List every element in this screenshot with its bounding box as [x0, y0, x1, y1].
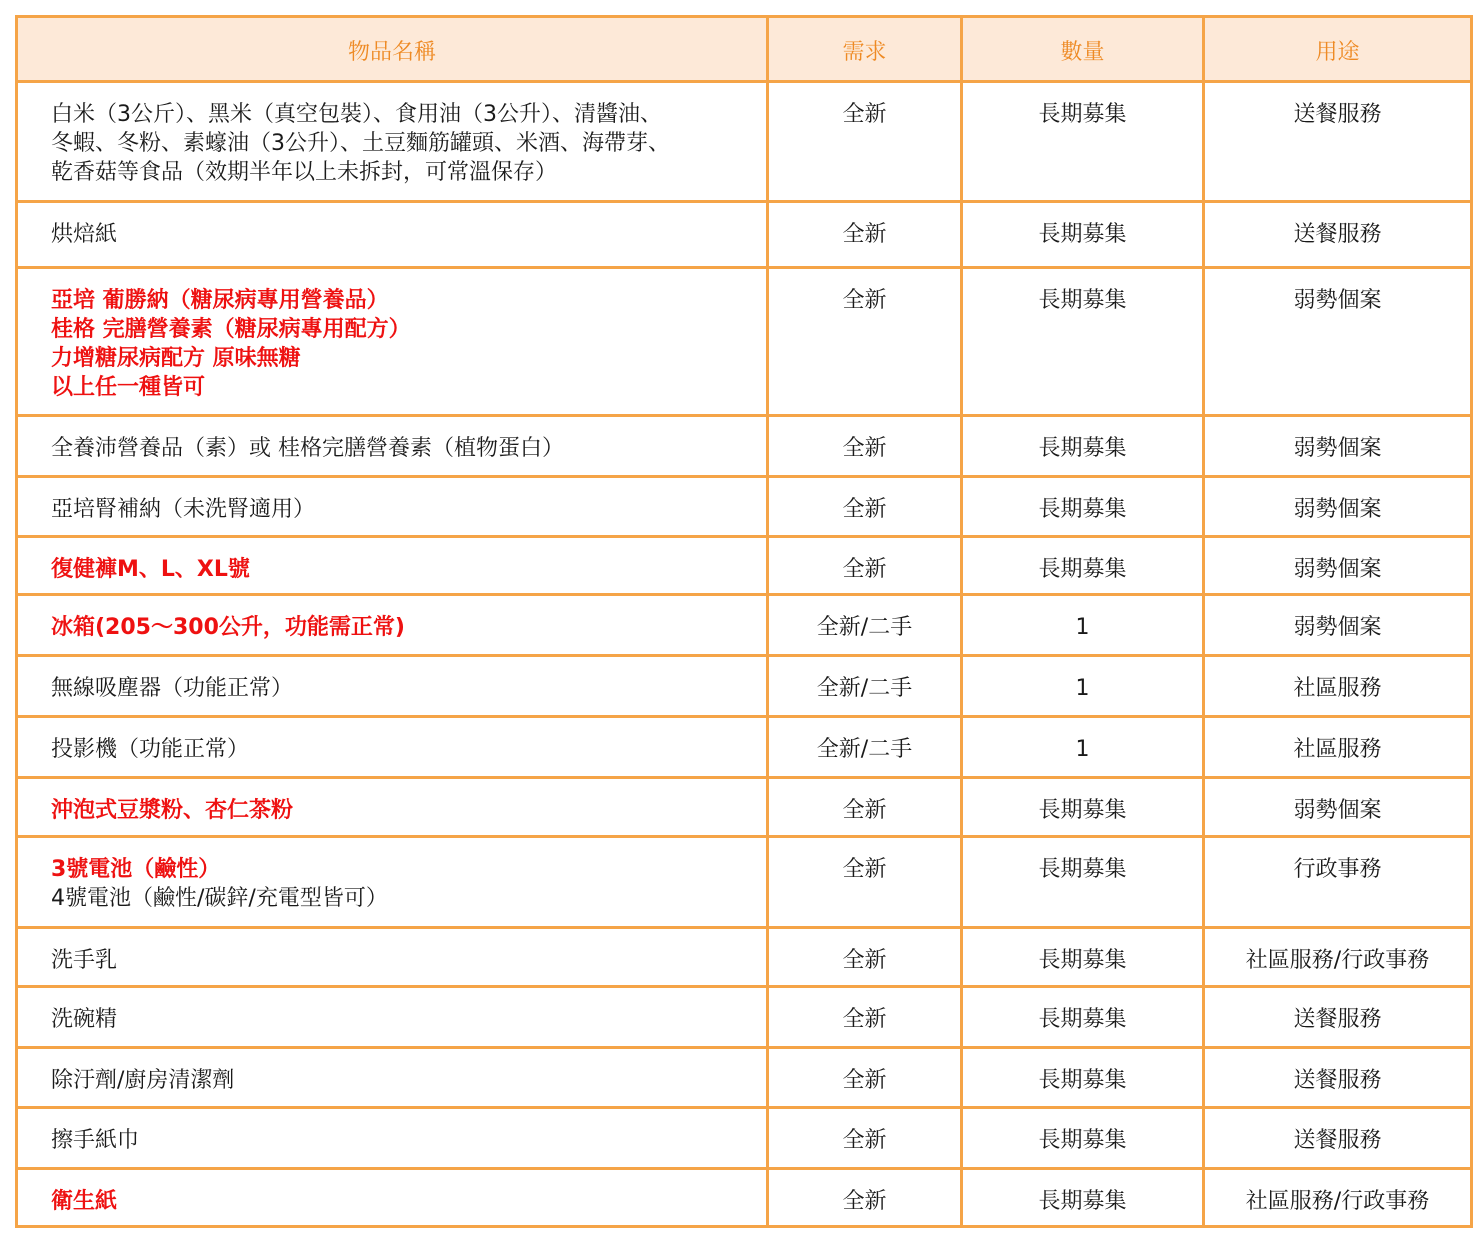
item-name-cell	[17, 928, 768, 987]
purpose-cell: 社區服務	[1204, 656, 1472, 717]
donation-table	[15, 15, 1473, 1228]
item-name-line: 投影機（功能正常）	[51, 737, 250, 762]
item-name-line: 力增糖尿病配方 原味無糖	[51, 346, 301, 371]
purpose-cell: 送餐服務	[1204, 1048, 1472, 1108]
item-name-cell	[17, 778, 768, 837]
demand-cell: 全新	[768, 1108, 962, 1169]
item-name-cell	[17, 987, 768, 1048]
item-name-cell	[17, 1108, 768, 1169]
item-name-cell	[17, 268, 768, 416]
purpose-cell: 社區服務/行政事務	[1204, 1169, 1472, 1227]
item-name-cell	[17, 1169, 768, 1227]
purpose-cell: 弱勢個案	[1204, 477, 1472, 537]
quantity-cell: 1	[962, 595, 1204, 656]
table-row	[17, 477, 1472, 537]
header-item-name: 物品名稱	[17, 17, 768, 82]
table-row	[17, 778, 1472, 837]
quantity-cell: 長期募集	[962, 537, 1204, 595]
item-name-cell	[17, 656, 768, 717]
purpose-cell: 弱勢個案	[1204, 268, 1472, 416]
table-row	[17, 837, 1472, 928]
item-name-line: 除汙劑/廚房清潔劑	[51, 1068, 235, 1093]
table-row	[17, 416, 1472, 477]
quantity-cell: 1	[962, 656, 1204, 717]
purpose-cell: 社區服務/行政事務	[1204, 928, 1472, 987]
quantity-cell: 長期募集	[962, 82, 1204, 202]
item-name-line: 4號電池（鹼性/碳鋅/充電型皆可）	[51, 886, 388, 911]
table-row	[17, 202, 1472, 268]
demand-cell: 全新	[768, 268, 962, 416]
table-row	[17, 1048, 1472, 1108]
quantity-cell: 長期募集	[962, 928, 1204, 987]
item-name-cell	[17, 537, 768, 595]
purpose-cell: 送餐服務	[1204, 987, 1472, 1048]
item-name-line: 衛生紙	[51, 1189, 118, 1214]
item-name-line: 冬蝦、冬粉、素蠔油（3公升）、土豆麵筋罐頭、米酒、海帶芽、	[51, 131, 670, 156]
item-name-line: 烘焙紙	[51, 222, 118, 247]
purpose-cell: 社區服務	[1204, 717, 1472, 778]
item-name-line: 白米（3公斤）、黑米（真空包裝）、食用油（3公升）、清醬油、	[51, 102, 662, 127]
purpose-cell: 送餐服務	[1204, 202, 1472, 268]
item-name-line: 沖泡式豆漿粉、杏仁茶粉	[51, 798, 294, 823]
demand-cell: 全新	[768, 928, 962, 987]
item-name-line: 桂格 完膳營養素（糖尿病專用配方）	[51, 317, 411, 342]
item-name-line: 亞培 葡勝納（糖尿病專用營養品）	[51, 288, 389, 313]
item-name-cell	[17, 1048, 768, 1108]
purpose-cell: 弱勢個案	[1204, 416, 1472, 477]
table-row	[17, 928, 1472, 987]
demand-cell: 全新/二手	[768, 717, 962, 778]
table-row	[17, 595, 1472, 656]
quantity-cell: 長期募集	[962, 268, 1204, 416]
quantity-cell: 長期募集	[962, 837, 1204, 928]
item-name-line: 洗手乳	[51, 948, 118, 973]
item-name-line: 洗碗精	[51, 1007, 118, 1032]
table-row	[17, 537, 1472, 595]
demand-cell: 全新/二手	[768, 595, 962, 656]
quantity-cell: 長期募集	[962, 1169, 1204, 1227]
header-purpose: 用途	[1204, 17, 1472, 82]
demand-cell: 全新	[768, 837, 962, 928]
table-header-row	[17, 17, 1472, 82]
item-name-cell	[17, 82, 768, 202]
purpose-cell: 行政事務	[1204, 837, 1472, 928]
demand-cell: 全新	[768, 202, 962, 268]
purpose-cell: 送餐服務	[1204, 82, 1472, 202]
demand-cell: 全新	[768, 778, 962, 837]
item-name-line: 以上任一種皆可	[51, 375, 206, 400]
demand-cell: 全新	[768, 477, 962, 537]
table-row	[17, 717, 1472, 778]
header-quantity: 數量	[962, 17, 1204, 82]
header-demand: 需求	[768, 17, 962, 82]
item-name-line: 亞培腎補納（未洗腎適用）	[51, 497, 316, 522]
quantity-cell: 長期募集	[962, 1048, 1204, 1108]
demand-cell: 全新	[768, 1048, 962, 1108]
item-name-line: 擦手紙巾	[51, 1128, 140, 1153]
item-name-line: 復健褲M、L、XL號	[51, 557, 250, 582]
quantity-cell: 長期募集	[962, 987, 1204, 1048]
demand-cell: 全新	[768, 416, 962, 477]
donation-list	[15, 15, 1473, 1228]
table-row	[17, 987, 1472, 1048]
table-row	[17, 656, 1472, 717]
item-name-cell	[17, 717, 768, 778]
demand-cell: 全新	[768, 1169, 962, 1227]
table-row	[17, 1169, 1472, 1227]
demand-cell: 全新	[768, 537, 962, 595]
quantity-cell: 長期募集	[962, 202, 1204, 268]
quantity-cell: 長期募集	[962, 416, 1204, 477]
table-row	[17, 268, 1472, 416]
demand-cell: 全新/二手	[768, 656, 962, 717]
quantity-cell: 長期募集	[962, 778, 1204, 837]
quantity-cell: 長期募集	[962, 477, 1204, 537]
purpose-cell: 送餐服務	[1204, 1108, 1472, 1169]
purpose-cell: 弱勢個案	[1204, 595, 1472, 656]
item-name-cell	[17, 595, 768, 656]
item-name-line: 全養沛營養品（素）或 桂格完膳營養素（植物蛋白）	[51, 436, 564, 461]
demand-cell: 全新	[768, 987, 962, 1048]
quantity-cell: 長期募集	[962, 1108, 1204, 1169]
item-name-cell	[17, 477, 768, 537]
purpose-cell: 弱勢個案	[1204, 778, 1472, 837]
purpose-cell: 弱勢個案	[1204, 537, 1472, 595]
item-name-line: 冰箱(205～300公升，功能需正常)	[51, 615, 405, 640]
table-row	[17, 82, 1472, 202]
item-name-line: 乾香菇等食品（效期半年以上未拆封，可常溫保存）	[51, 160, 558, 185]
table-body	[17, 82, 1472, 1227]
item-name-cell	[17, 202, 768, 268]
item-name-line: 無線吸塵器（功能正常）	[51, 676, 294, 701]
quantity-cell: 1	[962, 717, 1204, 778]
item-name-cell	[17, 837, 768, 928]
table-row	[17, 1108, 1472, 1169]
item-name-cell	[17, 416, 768, 477]
demand-cell: 全新	[768, 82, 962, 202]
item-name-line: 3號電池（鹼性）	[51, 857, 221, 882]
